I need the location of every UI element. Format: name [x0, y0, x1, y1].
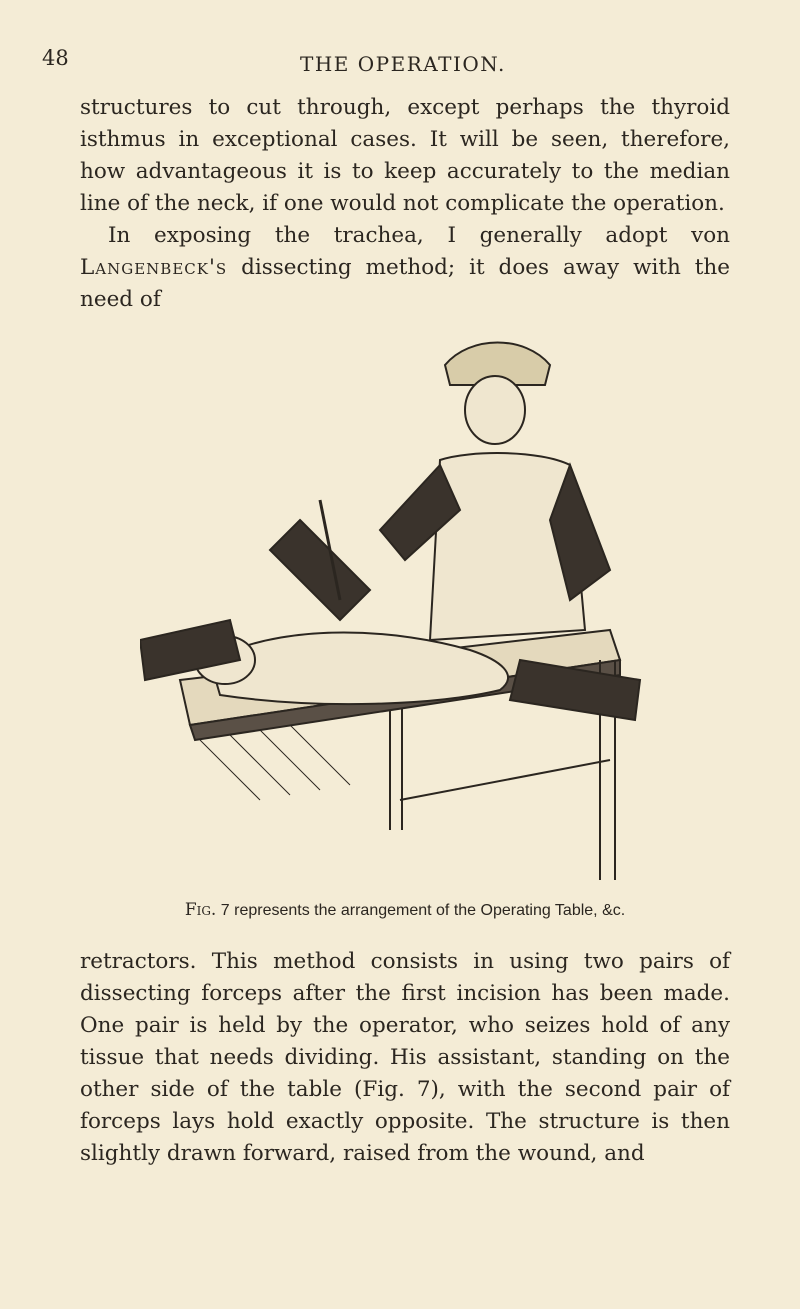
text-run: dissecting method; it does away with the need of	[80, 255, 730, 312]
body-text-bottom	[80, 946, 730, 1170]
paragraph	[80, 220, 730, 316]
author-name: Langenbeck's	[80, 255, 228, 280]
caption-text: 7 represents the arrangement of the Operating Table, &c.	[216, 902, 626, 919]
text-run: In exposing the trachea, I generally adopt von	[108, 223, 730, 248]
body-text-top	[80, 92, 730, 316]
figure-label: Fig.	[184, 900, 217, 920]
figure-caption	[80, 900, 730, 920]
operating-table-illustration	[140, 330, 660, 890]
operator-arm-right	[270, 520, 370, 620]
running-head: THE OPERATION.	[300, 52, 506, 76]
table-brace	[400, 760, 610, 800]
nurse-face	[465, 376, 525, 444]
table-leg-left	[390, 708, 402, 830]
paragraph: structures to cut through, except perhaps the thyroid isthmus in exceptional cases. It will be seen, therefore, how advantageous it is to keep accurately to the median line of the neck, if one would not complicate the operation.	[80, 95, 730, 216]
paragraph: retractors. This method consists in using two pairs of dissecting forceps after the first incision has been made. One pair is held by the operator, who seizes hold of any tissue that needs dividing. His assistant, standing on the other side of the table (Fig. 7), with the second pair of forceps lays hold exactly opposite. The structure is then slightly drawn forward, raised from the wound, and	[80, 949, 730, 1166]
patient-body	[210, 633, 508, 705]
page-number: 48	[42, 46, 69, 70]
